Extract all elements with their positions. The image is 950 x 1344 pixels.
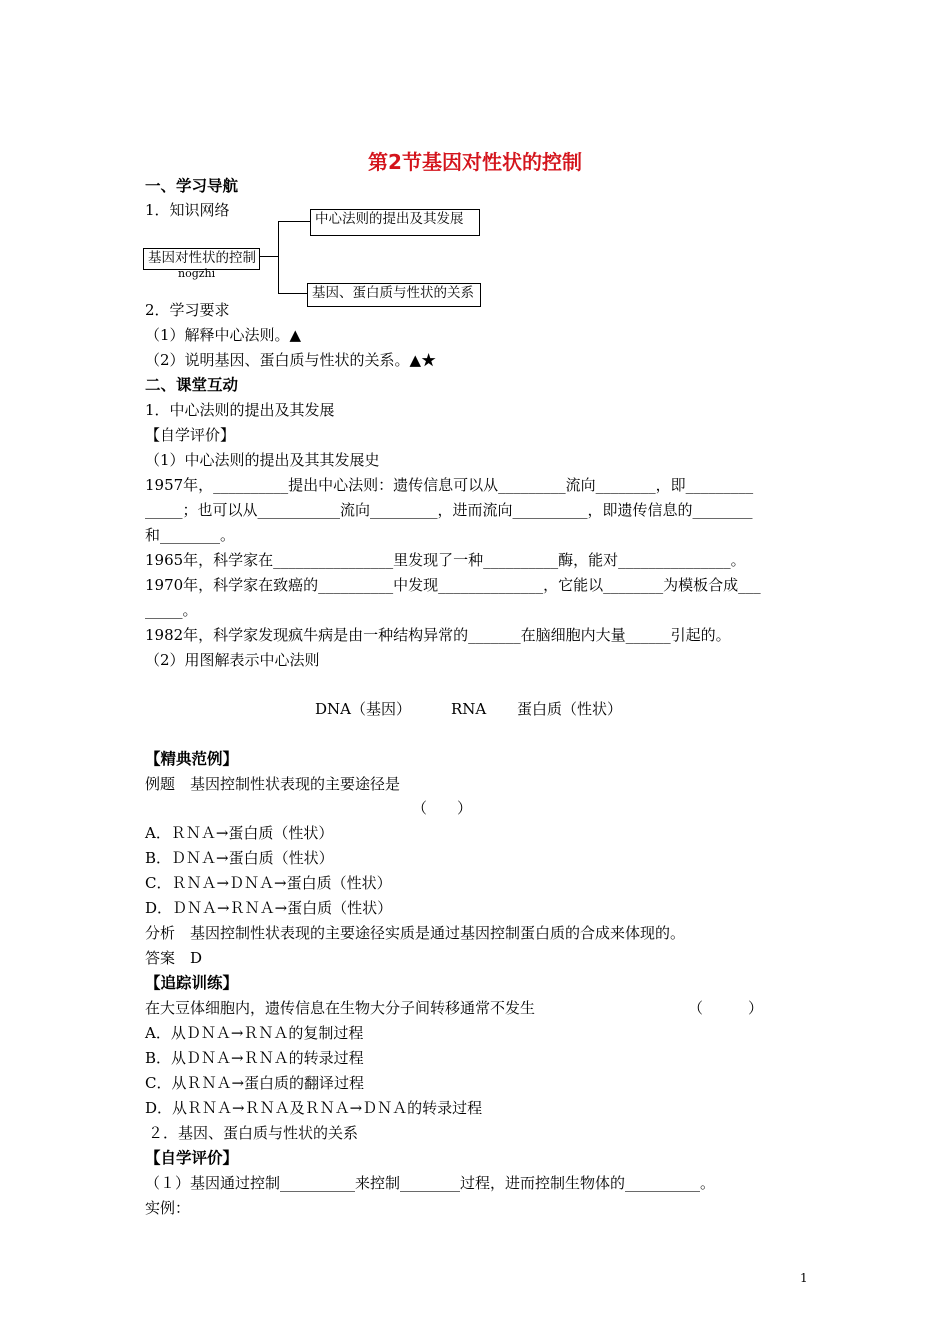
example-answer-paren: （ ） xyxy=(412,799,473,817)
question-2: （2）用图解表示中心法则 xyxy=(145,651,320,669)
example-question: 例题 基因控制性状表现的主要途径是 xyxy=(145,775,401,793)
diagram-root-sub: nogzhi xyxy=(178,267,216,280)
text-1957-line3: 和________。 xyxy=(145,526,236,544)
example-option-d: D．ＤＮＡ→ＲＮＡ→蛋白质（性状） xyxy=(145,899,393,917)
question-1: （1）中心法则的提出及其其发展史 xyxy=(145,451,380,469)
tracking-answer-paren: （ ） xyxy=(688,999,764,1017)
page-number: 1 xyxy=(800,1271,808,1285)
example-option-c: C．ＲＮＡ→ＤＮＡ→蛋白质（性状） xyxy=(145,874,392,892)
example-heading: 【精典范例】 xyxy=(145,750,239,768)
diagram-connector-bottom xyxy=(278,293,307,294)
subsection-requirements: 2．学习要求 xyxy=(145,301,230,319)
section-heading-2: 二、课堂互动 xyxy=(145,376,239,394)
self-evaluation-heading: 【自学评价】 xyxy=(145,426,236,444)
diagram-branch1-box: 中心法则的提出及其发展 xyxy=(310,209,480,236)
tracking-heading: 【追踪训练】 xyxy=(145,974,239,992)
text-1970-line1: 1970年，科学家在致癌的__________中发现______________，它能以________为模板合成___ xyxy=(145,576,761,594)
subsection-knowledge-network: 1．知识网络 xyxy=(145,201,230,219)
text-1982: 1982年，科学家发现疯牛病是由一种结构异常的_______在脑细胞内大量______引起的。 xyxy=(145,626,731,644)
diagram-branch2-box: 基因、蛋白质与性状的关系 xyxy=(307,283,481,307)
tracking-option-c: C．从ＲＮＡ→蛋白质的翻译过程 xyxy=(145,1074,365,1092)
text-1965: 1965年，科学家在________________里发现了一种__________酶，能对_______________。 xyxy=(145,551,746,569)
page-title: 第2节基因对性状的控制 xyxy=(368,150,582,174)
example-label: 实例： xyxy=(145,1199,191,1217)
section-heading-1: 一、学习导航 xyxy=(145,177,239,195)
tracking-option-b: B．从ＤＮＡ→ＲＮＡ的转录过程 xyxy=(145,1049,364,1067)
diagram-connector-v xyxy=(278,221,279,293)
requirement-1: （1）解释中心法则。▲ xyxy=(145,326,302,344)
example-option-a: A．ＲＮＡ→蛋白质（性状） xyxy=(145,824,334,842)
text-1957-line2: _____；也可以从___________流向_________，进而流向__________，即遗传信息的________ xyxy=(145,501,753,519)
text-1970-line2: _____。 xyxy=(145,601,198,619)
diagram-root-box: 基因对性状的控制 xyxy=(143,248,260,270)
self-evaluation-heading-2: 【自学评价】 xyxy=(145,1149,239,1167)
flow-dna-label: DNA（基因） xyxy=(315,700,411,718)
subsection-gene-protein-trait: ２．基因、蛋白质与性状的关系 xyxy=(148,1124,359,1142)
text-1957-line1: 1957年，__________提出中心法则：遗传信息可以从_________流向________，即_________ xyxy=(145,476,754,494)
diagram-connector-top xyxy=(278,221,310,222)
flow-protein-label: 蛋白质（性状） xyxy=(517,700,623,718)
requirement-2: （2）说明基因、蛋白质与性状的关系。▲★ xyxy=(145,351,437,369)
question-3: （１）基因通过控制__________来控制________过程，进而控制生物体的__________。 xyxy=(145,1174,716,1192)
diagram-connector-h xyxy=(260,256,278,257)
tracking-option-d: D．从ＲＮＡ→ＲＮＡ及ＲＮＡ→ＤＮＡ的转录过程 xyxy=(145,1099,483,1117)
subsection-central-dogma: 1．中心法则的提出及其发展 xyxy=(145,401,335,419)
example-answer: 答案 D xyxy=(145,949,203,967)
tracking-option-a: A．从ＤＮＡ→ＲＮＡ的复制过程 xyxy=(145,1024,364,1042)
example-analysis: 分析 基因控制性状表现的主要途径实质是通过基因控制蛋白质的合成来体现的。 xyxy=(145,924,686,942)
flow-rna-label: RNA xyxy=(451,700,487,718)
tracking-question: 在大豆体细胞内，遗传信息在生物大分子间转移通常不发生 xyxy=(145,999,536,1017)
example-option-b: B．ＤＮＡ→蛋白质（性状） xyxy=(145,849,334,867)
